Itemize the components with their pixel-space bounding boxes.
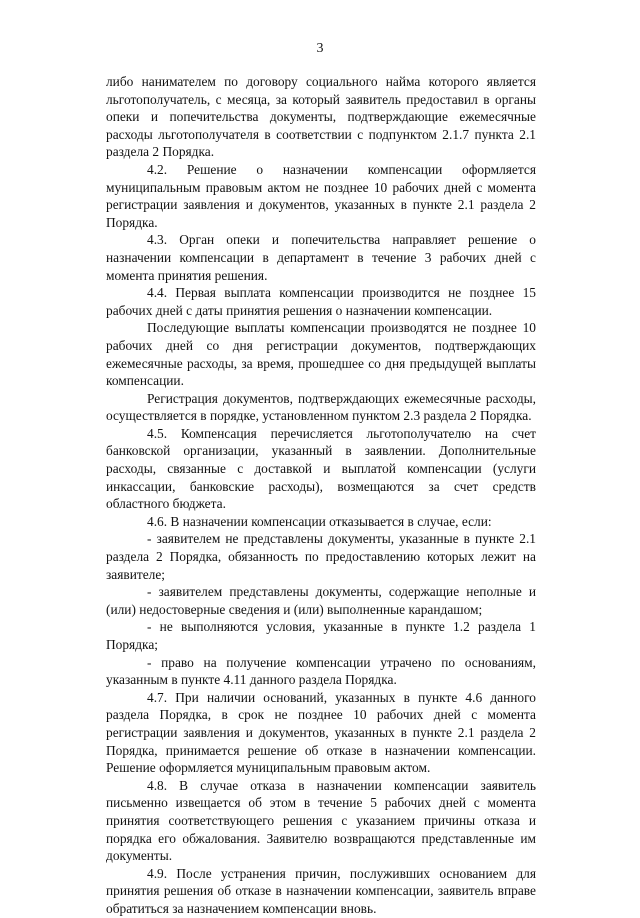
paragraph-registration: Регистрация документов, подтверждающих ежемесячные расходы, осуществляется в порядке, установленном пунктом 2.3 раздела 2 Порядка. [106,390,536,424]
list-item-refusal-3: - не выполняются условия, указанные в пункте 1.2 раздела 1 Порядка; [106,619,536,652]
paragraph-4-8: 4.8. В случае отказа в назначении компенсации заявитель письменно извещается об этом в течение 5 рабочих дней с момента принятия соответствующего решения с указанием причины отказа и порядка его обжалования. Заявителю возвращаются представленные им документы. [106,777,536,864]
paragraph-subsequent-payments: Последующие выплаты компенсации производятся не позднее 10 рабочих дней со дня регистрации документов, подтверждающих ежемесячные расходы, за время, прошедшее со дня предыдущей выплаты компенсации. [106,320,536,389]
paragraph-continuation: либо нанимателем по договору социального найма которого является льготополучатель, с месяца, за который заявитель предоставил в органы опеки и попечительства документы, подтверждающие ежемесячные расходы льготополучателя в соответствии с подпунктом 2.1.7 пункта 2.1 раздела 2 Порядка. [106,74,536,160]
paragraph-4-5: 4.5. Компенсация перечисляется льготополучателю на счет банковской организации, указанный в заявлении. Дополнительные расходы, связанные с доставкой и выплатой компенсации (услуги инкассации, банковские расходы), возмещаются за счет средств областного бюджета. [106,425,536,512]
list-item-refusal-2: - заявителем представлены документы, содержащие неполные и (или) недостоверные сведения и (или) выполненные карандашом; [106,584,536,617]
paragraph-4-6: 4.6. В назначении компенсации отказывается в случае, если: [147,513,492,529]
paragraph-4-9: 4.9. После устранения причин, послуживших основанием для принятия решения об отказе в назначении компенсации, заявитель вправе обратиться за назначением компенсации вновь. [106,865,536,916]
list-item-refusal-4: - право на получение компенсации утрачено по основаниям, указанным в пункте 4.11 данного раздела Порядка. [106,654,536,688]
paragraph-4-4: 4.4. Первая выплата компенсации производится не позднее 15 рабочих дней с даты принятия решения о назначении компенсации. [106,285,536,318]
paragraph-4-3: 4.3. Орган опеки и попечительства направляет решение о назначении компенсации в департамент в течение 3 рабочих дней с момента принятия решения. [106,232,536,283]
paragraph-4-2: 4.2. Решение о назначении компенсации оформляется муниципальным правовым актом не позднее 10 рабочих дней с момента регистрации заявления и документов, указанных в пункте 2.1 раздела 2 Порядка. [106,161,536,230]
list-item-refusal-1: - заявителем не представлены документы, указанные в пункте 2.1 раздела 2 Порядка, обязанность по предоставлению которых лежит на заявителе; [106,531,536,582]
paragraph-4-7: 4.7. При наличии оснований, указанных в пункте 4.6 данного раздела Порядка, в срок не позднее 10 рабочих дней с момента регистрации заявления и документов, указанных в пункте 2.1 раздела 2 Порядка, принимается решение об отказе в назначении компенсации. Решение оформляется муниципальным правовым актом. [106,689,536,776]
document-body [106,73,536,918]
page-number: 3 [316,41,324,56]
